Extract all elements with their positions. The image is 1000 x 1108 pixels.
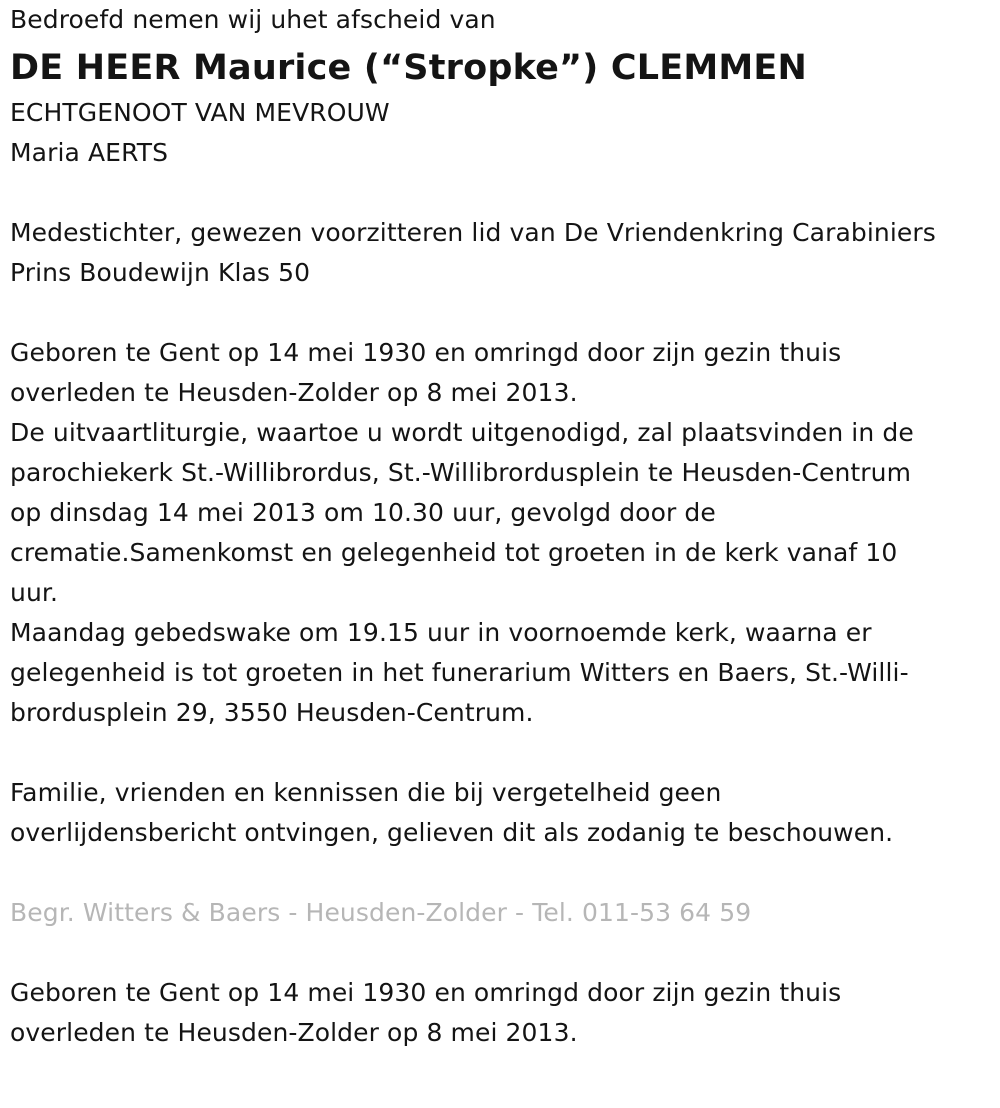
repeat-text-line: Geboren te Gent op 14 mei 1930 en omringd door zijn gezin thuis	[10, 978, 842, 1007]
main-text-line: parochiekerk St.-Willibrordus, St.-Willibrordusplein te Heusden-Centrum	[10, 458, 912, 487]
role-line: Prins Boudewijn Klas 50	[10, 258, 311, 287]
main-text-line: crematie.Samenkomst en gelegenheid tot groeten in de kerk vanaf 10	[10, 538, 898, 567]
role-line: Medestichter, gewezen voorzitteren lid van De Vriendenkring Carabiniers	[10, 218, 936, 247]
spacer	[10, 733, 995, 773]
notice-line: overlijdensbericht ontvingen, gelieven dit als zodanig te beschouwen.	[10, 818, 894, 847]
notice-line: Familie, vrienden en kennissen die bij vergetelheid geen	[10, 778, 722, 807]
deceased-name-heading: DE HEER Maurice (“Stropke”) CLEMMEN	[10, 48, 807, 88]
main-text-line: brordusplein 29, 3550 Heusden-Centrum.	[10, 698, 534, 727]
main-text-line: Maandag gebedswake om 19.15 uur in voornoemde kerk, waarna er	[10, 618, 872, 647]
spouse-name-line: Maria AERTS	[10, 138, 169, 167]
main-text-line: Geboren te Gent op 14 mei 1930 en omringd door zijn gezin thuis	[10, 338, 842, 367]
main-text-line: De uitvaartliturgie, waartoe u wordt uitgenodigd, zal plaatsvinden in de	[10, 418, 914, 447]
main-text-line: op dinsdag 14 mei 2013 om 10.30 uur, gevolgd door de	[10, 498, 716, 527]
spouse-line: ECHTGENOOT VAN MEVROUW	[10, 98, 390, 127]
main-text-line: gelegenheid is tot groeten in het funerarium Witters en Baers, St.-Willi-	[10, 658, 909, 687]
intro-line: Bedroefd nemen wij uhet afscheid van	[10, 5, 496, 34]
spacer	[10, 933, 995, 973]
main-text-line: overleden te Heusden-Zolder op 8 mei 2013.	[10, 378, 578, 407]
repeat-text-line: overleden te Heusden-Zolder op 8 mei 2013.	[10, 1018, 578, 1047]
spacer	[10, 173, 995, 213]
obituary-document	[10, 0, 995, 1053]
funeral-home-line: Begr. Witters & Baers - Heusden-Zolder - Tel. 011-53 64 59	[10, 898, 752, 927]
main-text-line: uur.	[10, 578, 59, 607]
spacer	[10, 293, 995, 333]
spacer	[10, 853, 995, 893]
